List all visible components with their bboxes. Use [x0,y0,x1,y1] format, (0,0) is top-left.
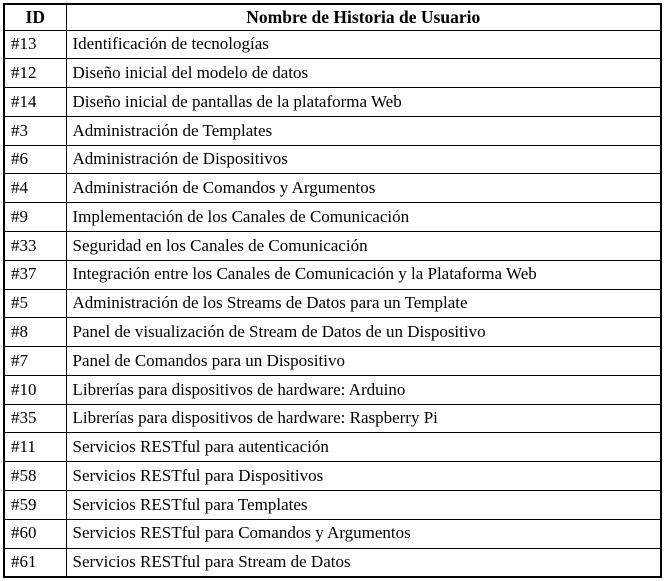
story-id: #33 [4,231,66,260]
table-row [4,462,661,491]
table-row [4,231,661,260]
story-name: Administración de los Streams de Datos para un Template [66,289,661,318]
table-row [4,30,661,59]
table-row [4,491,661,520]
story-name: Seguridad en los Canales de Comunicación [66,231,661,260]
story-id: #9 [4,203,66,232]
story-name: Implementación de los Canales de Comunicación [66,203,661,232]
table-row [4,174,661,203]
story-name: Administración de Comandos y Argumentos [66,174,661,203]
story-id: #61 [4,548,66,577]
table-row [4,404,661,433]
table-row [4,289,661,318]
table-row [4,260,661,289]
user-stories-table [3,3,662,578]
story-id: #6 [4,145,66,174]
story-id: #37 [4,260,66,289]
story-name: Diseño inicial del modelo de datos [66,59,661,88]
story-id: #3 [4,116,66,145]
story-id: #4 [4,174,66,203]
story-id: #11 [4,433,66,462]
story-name: Administración de Dispositivos [66,145,661,174]
story-id: #13 [4,30,66,59]
story-name: Servicios RESTful para Stream de Datos [66,548,661,577]
story-name: Identificación de tecnologías [66,30,661,59]
table-row [4,375,661,404]
table-row [4,203,661,232]
story-id: #8 [4,318,66,347]
table-row [4,59,661,88]
table-row [4,347,661,376]
story-id: #7 [4,347,66,376]
story-name: Panel de visualización de Stream de Datos de un Dispositivo [66,318,661,347]
story-name: Servicios RESTful para Templates [66,491,661,520]
story-id: #59 [4,491,66,520]
story-id: #5 [4,289,66,318]
table-row [4,88,661,117]
story-name: Administración de Templates [66,116,661,145]
story-name: Servicios RESTful para autenticación [66,433,661,462]
story-name: Servicios RESTful para Dispositivos [66,462,661,491]
story-name: Librerías para dispositivos de hardware: Arduino [66,375,661,404]
table-row [4,433,661,462]
story-name: Librerías para dispositivos de hardware: Raspberry Pi [66,404,661,433]
table-row [4,145,661,174]
story-id: #10 [4,375,66,404]
table-row [4,548,661,577]
table-row [4,519,661,548]
column-header-id: ID [4,4,66,30]
column-header-name: Nombre de Historia de Usuario [66,4,661,30]
story-id: #12 [4,59,66,88]
story-id: #14 [4,88,66,117]
story-name: Integración entre los Canales de Comunicación y la Plataforma Web [66,260,661,289]
table-row [4,116,661,145]
story-id: #35 [4,404,66,433]
story-name: Servicios RESTful para Comandos y Argumentos [66,519,661,548]
story-id: #60 [4,519,66,548]
table-header-row [4,4,661,30]
story-name: Diseño inicial de pantallas de la plataforma Web [66,88,661,117]
table-row [4,318,661,347]
story-id: #58 [4,462,66,491]
story-name: Panel de Comandos para un Dispositivo [66,347,661,376]
